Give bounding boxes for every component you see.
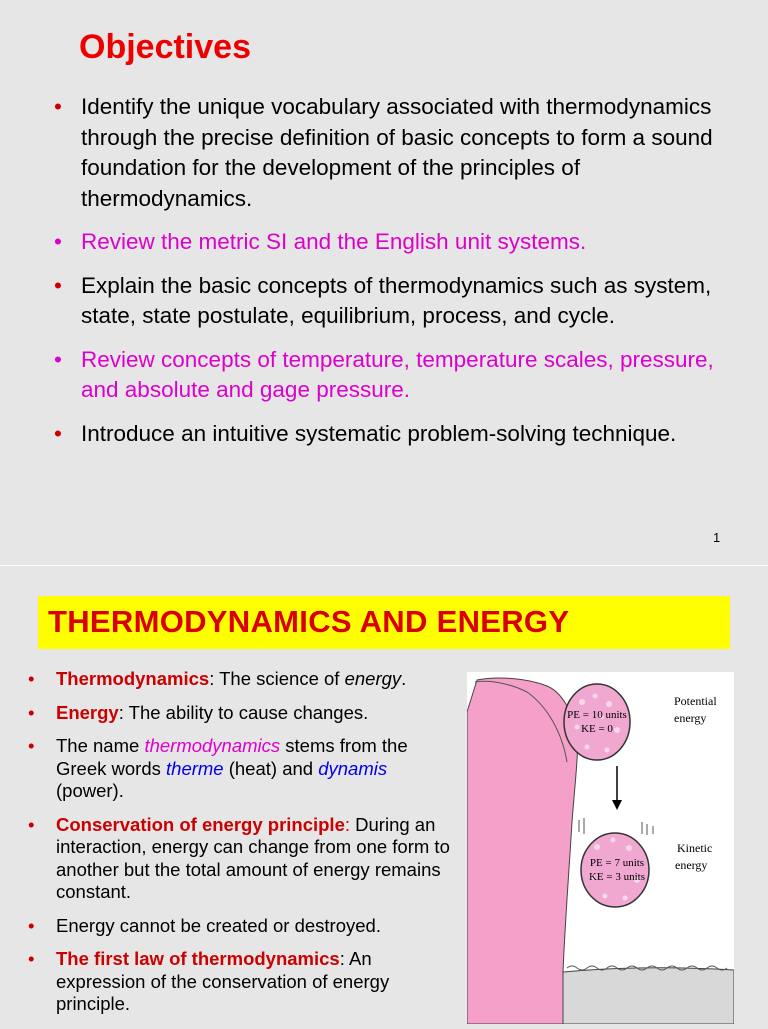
definition-italic: energy: [344, 668, 402, 689]
term-first-law: The first law of thermodynamics: [56, 948, 340, 969]
objective-text: Identify the unique vocabulary associated with thermodynamics through the precise definition of basic concepts to form a sound foundation for the development of the principles of thermodynamics.: [81, 94, 713, 211]
slide-thermodynamics-energy: [0, 566, 768, 1024]
kinetic-label-2: energy: [675, 858, 708, 872]
punctuation: .: [401, 668, 407, 689]
term-conservation: Conservation of energy principle: [56, 813, 345, 835]
term-thermodynamics: Thermodynamics: [56, 668, 210, 689]
text: stems from the Greek words: [56, 735, 408, 779]
bottom-rock-ke: KE = 3 units: [588, 871, 646, 883]
bullet-icon: •: [28, 813, 35, 835]
bottom-rock-pe: PE = 7 units: [589, 857, 645, 869]
bullet-icon: •: [28, 914, 35, 936]
list-item: [54, 345, 734, 406]
word-thermodynamics: thermodynamics: [144, 735, 281, 756]
title-banner: [38, 596, 730, 649]
objective-text: Introduce an intuitive systematic problem-solving technique.: [81, 420, 677, 446]
bullet-icon: •: [54, 229, 62, 254]
word-therme: therme: [166, 757, 224, 779]
list-item: [28, 814, 458, 904]
bullet-icon: •: [54, 420, 62, 446]
objective-text: Review the metric SI and the English unit systems.: [81, 229, 587, 254]
definition-text: During an interaction, energy can change from one form to another but the total amount of energy remains constant.: [56, 813, 450, 902]
definition-text: Energy cannot be created or destroyed.: [56, 914, 381, 936]
bullet-icon: •: [28, 735, 35, 756]
definition-text: The science of: [214, 668, 345, 689]
page-number: 1: [713, 530, 721, 545]
definitions-list: [28, 668, 458, 1027]
text: (heat) and: [223, 757, 319, 779]
text: (power).: [56, 780, 124, 801]
falling-rock-figure: [467, 672, 734, 1024]
ground-shape: [563, 968, 734, 1024]
definition-text: The ability to cause changes.: [123, 701, 369, 723]
list-item: [28, 702, 458, 725]
top-rock-pe: PE = 10 units: [567, 709, 627, 721]
kinetic-label-1: Kinetic: [677, 841, 713, 855]
objective-text: Explain the basic concepts of thermodynamics such as system, state, state postulate, equilibrium, process, and cycle.: [81, 272, 712, 328]
bullet-icon: •: [54, 94, 62, 119]
text: The name: [56, 735, 145, 756]
list-item: [28, 735, 458, 803]
top-rock-ke: KE = 0: [581, 723, 613, 735]
falling-rock-illustration: [467, 672, 734, 1024]
list-item: [28, 915, 458, 938]
separator: :: [118, 701, 124, 723]
down-arrow-icon: [612, 800, 622, 810]
objective-text: Review concepts of temperature, temperature scales, pressure, and absolute and gage pressure.: [81, 346, 714, 402]
slide-title: THERMODYNAMICS AND ENERGY: [48, 604, 570, 639]
definition-text: An expression of the conservation of energy principle.: [56, 948, 390, 1014]
word-dynamis: dynamis: [318, 757, 388, 779]
list-item: [54, 92, 734, 214]
bullet-icon: •: [28, 668, 35, 689]
separator: :: [344, 813, 351, 835]
bullet-icon: •: [54, 346, 62, 372]
term-energy: Energy: [56, 701, 119, 723]
potential-label-2: energy: [674, 711, 707, 725]
slide-title: Objectives: [79, 28, 251, 66]
separator: :: [339, 948, 349, 969]
bullet-icon: •: [54, 272, 62, 298]
list-item: [54, 419, 734, 450]
objectives-list: [54, 92, 734, 462]
bullet-icon: •: [28, 948, 35, 969]
list-item: [54, 271, 734, 332]
bullet-icon: •: [28, 701, 35, 723]
separator: :: [209, 668, 215, 689]
list-item: [28, 948, 458, 1016]
cliff-shape: [467, 678, 578, 1024]
potential-label-1: Potential: [674, 694, 717, 708]
list-item: [54, 227, 734, 258]
list-item: [28, 668, 458, 691]
bottom-rock: [581, 833, 649, 907]
